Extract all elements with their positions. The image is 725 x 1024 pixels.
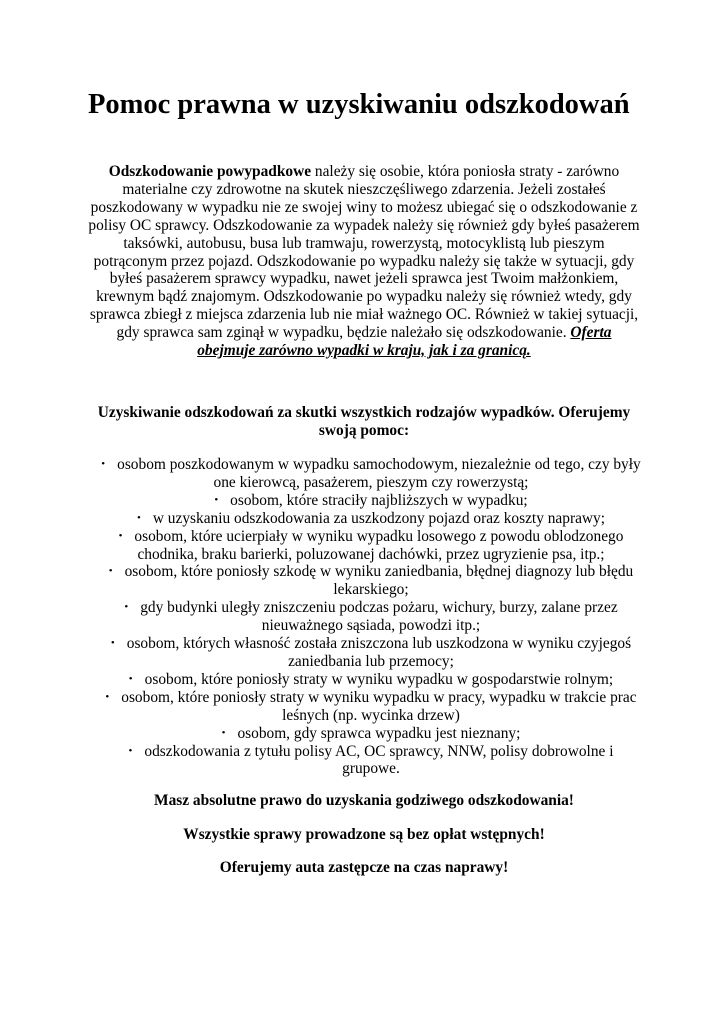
list-item-text: osobom, które straciły najbliższych w wypadku;	[230, 491, 528, 509]
list-item	[100, 456, 642, 492]
bullet-icon: •	[105, 690, 110, 703]
list-item	[100, 599, 642, 635]
list-item-text: osobom, których własność została zniszczona lub uszkodzona w wyniku czyjegoś zaniedbania lub przemocy;	[126, 635, 632, 670]
list-item-text: osobom, które ucierpiały w wyniku wypadku losowego z powodu oblodzonego chodnika, braku barierki, poluzowanej dachówki, przez ugryzienie psa, itp.;	[134, 527, 624, 563]
list-item	[100, 492, 642, 510]
bullet-icon: •	[124, 601, 129, 614]
intro-paragraph	[86, 163, 642, 360]
section-heading: Uzyskiwanie odszkodowań za skutki wszystkich rodzajów wypadków. Oferujemy swoją pomoc:	[97, 404, 631, 439]
bullet-icon: •	[128, 744, 133, 757]
services-list	[100, 456, 642, 778]
list-item	[100, 725, 642, 743]
list-item	[100, 563, 642, 599]
list-item-text: osobom poszkodowanym w wypadku samochodowym, niezależnie od tego, czy były one kierowcą, pasażerem, pieszym czy rowerzystą;	[117, 456, 641, 491]
list-item-text: odszkodowania z tytułu polisy AC, OC sprawcy, NNW, polisy dobrowolne i grupowe.	[144, 742, 614, 778]
bullet-icon: •	[136, 511, 141, 524]
list-item	[100, 689, 642, 725]
closing-statement-replacement-car: Oferujemy auta zastępcze na czas naprawy!	[219, 859, 509, 876]
bullet-icon: •	[221, 726, 226, 739]
list-item-text: osobom, gdy sprawca wypadku jest nieznany;	[237, 724, 521, 742]
closing-statement-fees: Wszystkie sprawy prowadzone są bez opłat wstępnych!	[183, 826, 545, 843]
bullet-icon: •	[110, 637, 115, 650]
list-item	[100, 510, 642, 528]
bullet-icon: •	[101, 458, 106, 470]
intro-lead: Odszkodowanie powypadkowe	[108, 163, 312, 180]
list-item	[100, 671, 642, 689]
closing-statement-rights: Masz absolutne prawo do uzyskania godziwego odszkodowania!	[154, 792, 574, 809]
list-item-text: w uzyskaniu odszkodowania za uszkodzony pojazd oraz koszty naprawy;	[152, 509, 606, 527]
list-item-text: gdy budynki uległy zniszczeniu podczas pożaru, wichury, burzy, zalane przez nieuważnego sąsiada, powodzi itp.;	[140, 599, 618, 635]
page-title: Pomoc prawna w uzyskiwaniu odszkodowań	[88, 89, 630, 120]
bullet-icon: •	[128, 672, 133, 685]
bullet-icon: •	[108, 565, 113, 578]
list-item-text: osobom, które poniosły szkodę w wyniku zaniedbania, błędnej diagnozy lub błędu lekarskiego;	[124, 563, 634, 599]
bullet-icon: •	[214, 493, 219, 506]
list-item-text: osobom, które poniosły straty w wyniku wypadku w gospodarstwie rolnym;	[144, 670, 614, 688]
offer-note: Oferta obejmuje zarówno wypadki w kraju, jak i za granicą.	[197, 324, 612, 360]
list-item	[100, 635, 642, 671]
list-item-text: osobom, które poniosły straty w wyniku wypadku w pracy, wypadku w trakcie prac leśnych (np. wycinka drzew)	[121, 688, 637, 724]
list-item	[100, 743, 642, 779]
bullet-icon: •	[118, 529, 123, 542]
intro-body: należy się osobie, która poniosła straty - zarówno materialne czy zdrowotne na skutek nieszczęśliwego zdarzenia. Jeżeli zostałeś poszkodowany w wypadku nie ze swojej winy to możesz ubiegać się o odszkodowanie z polisy OC sprawcy. Odszkodowanie za wypadek należy się również gdy byłeś pasażerem taksówki, autobusu, busa lub tramwaju, rowerzystą, motocyklistą lub pieszym potrąconym przez pojazd. Odszkodowanie po wypadku należy się także w sytuacji, gdy byłeś pasażerem sprawcy wypadku, nawet jeżeli sprawca jest Twoim małżonkiem, krewnym bądź znajomym. Odszkodowanie po wypadku należy się również wtedy, gdy sprawca zbiegł z miejsca zdarzenia lub nie miał ważnego OC. Również w takiej sytuacji, gdy sprawca sam zginął w wypadku, będzie należało się odszkodowanie.	[88, 163, 640, 342]
list-item	[100, 528, 642, 564]
